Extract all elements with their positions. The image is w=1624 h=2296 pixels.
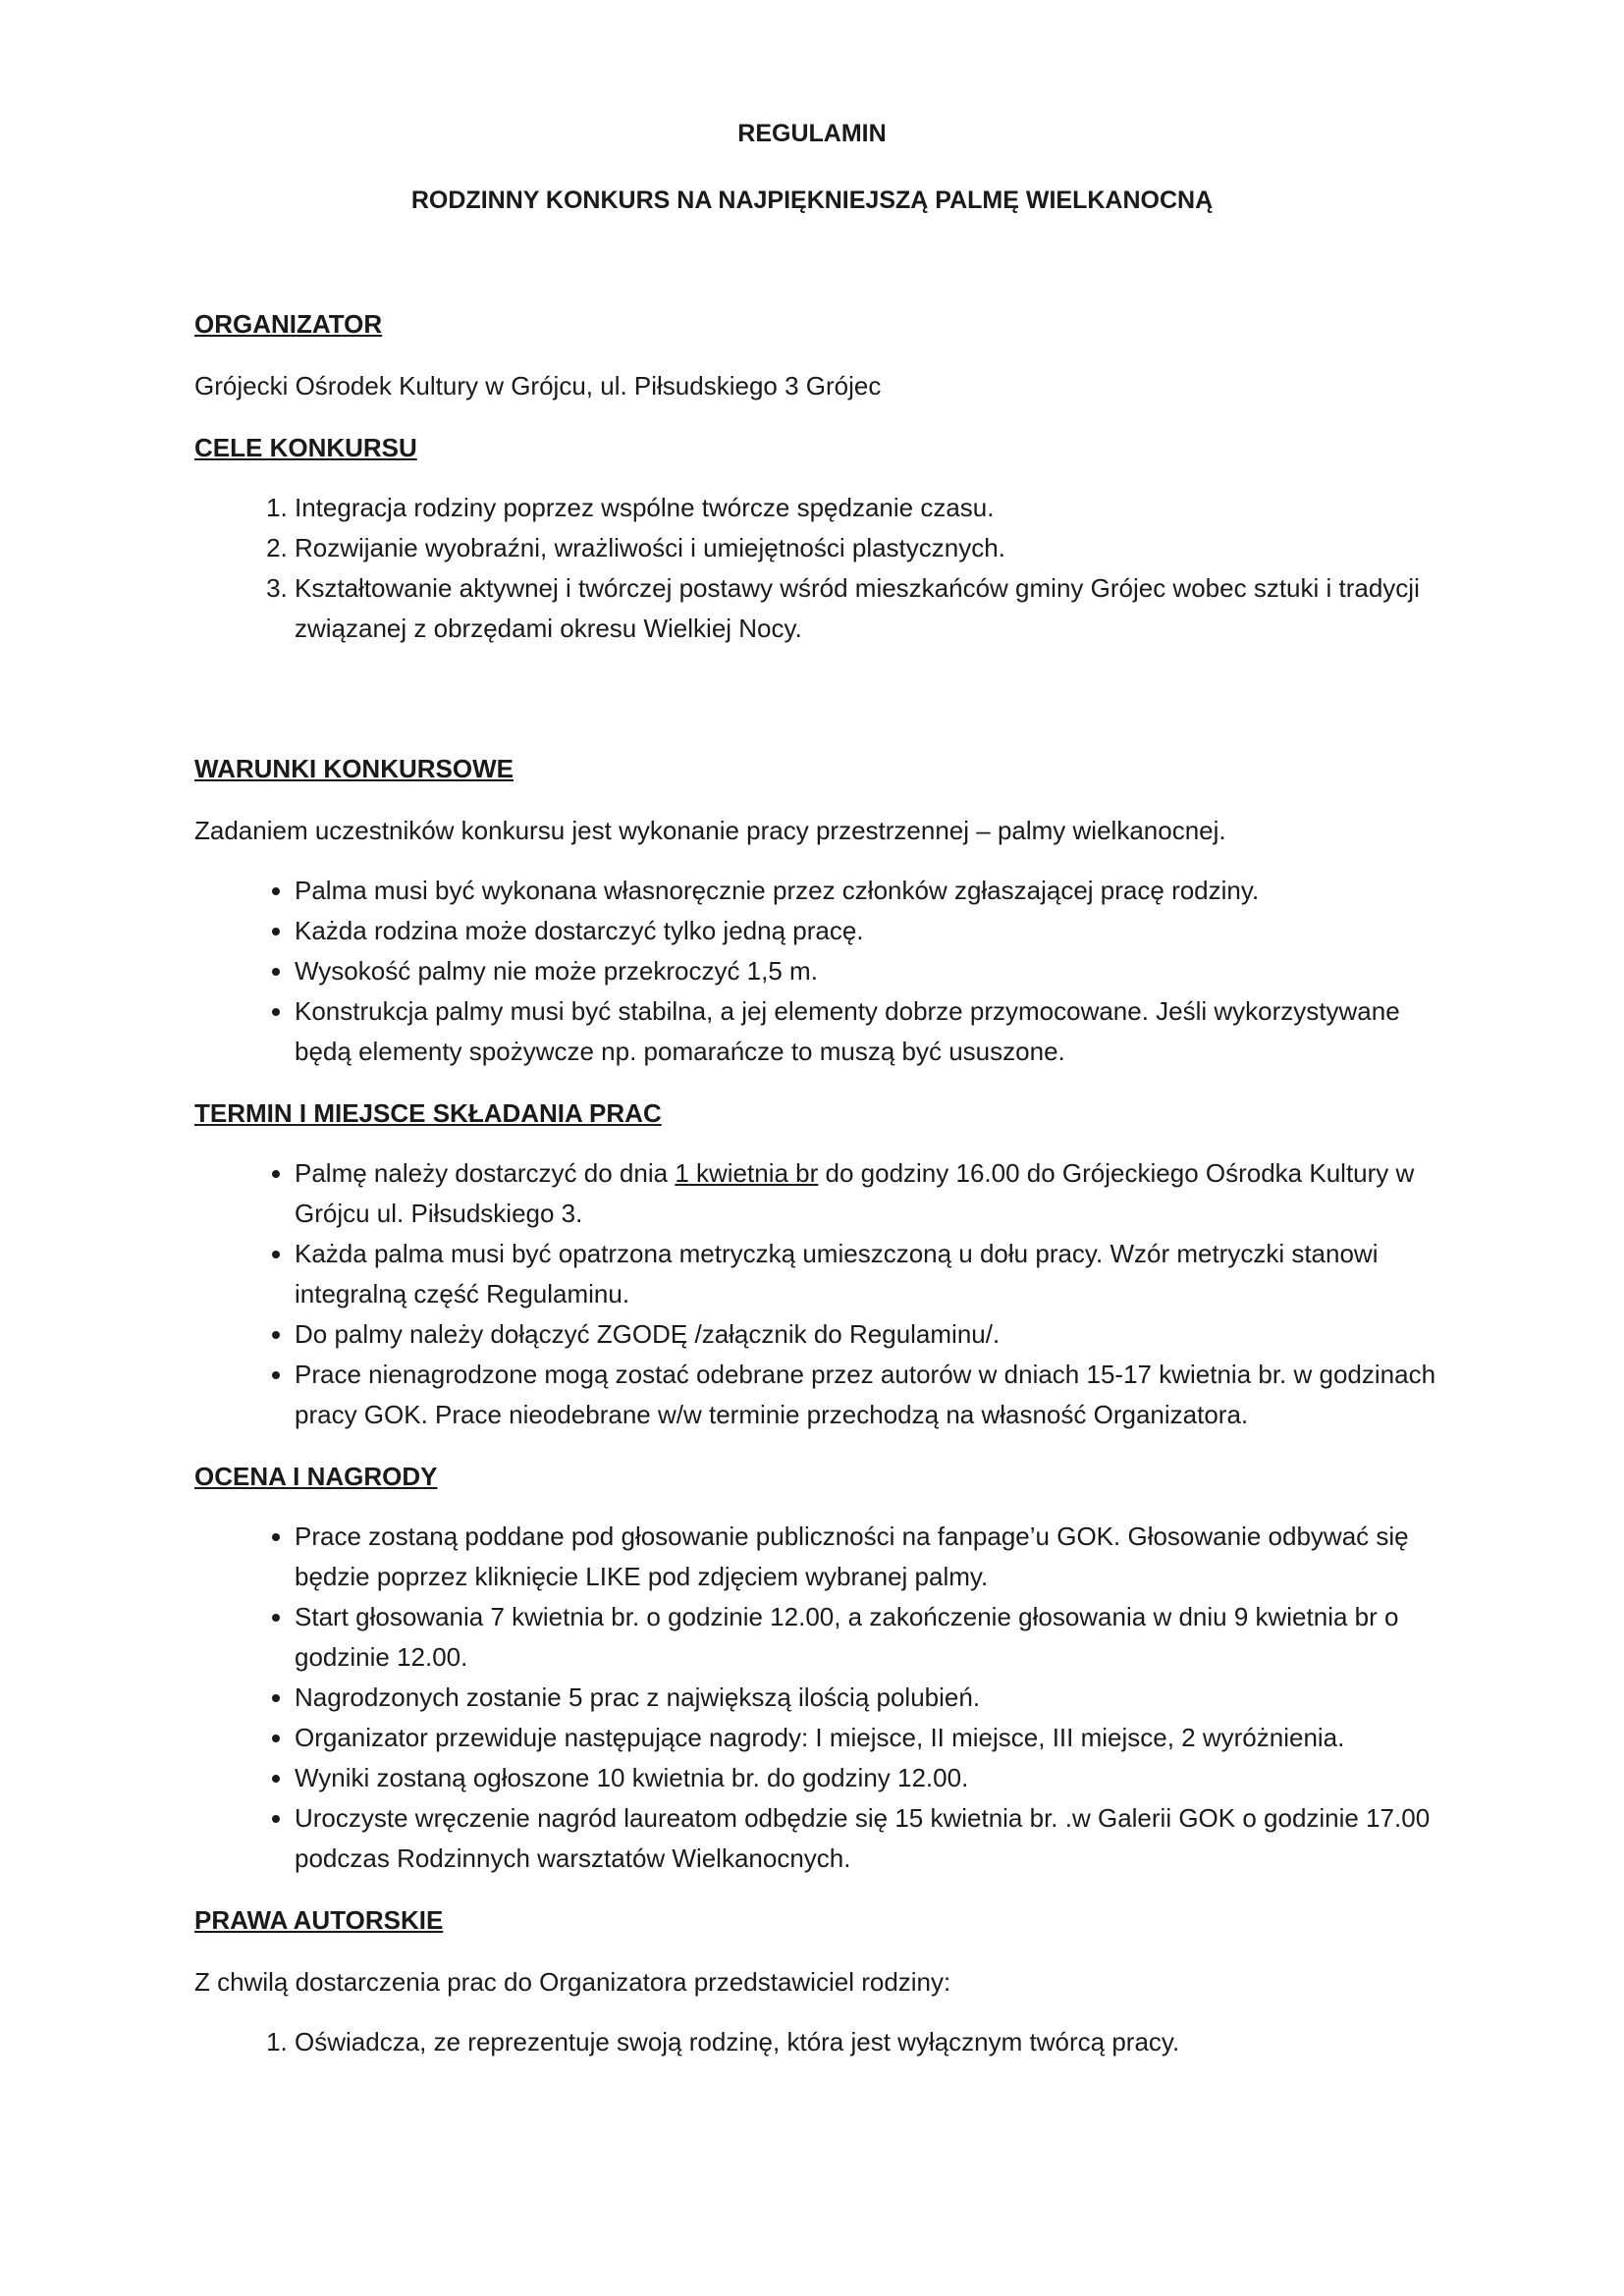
section-heading-organizator: ORGANIZATOR bbox=[194, 309, 383, 339]
prawa-intro: Z chwilą dostarczenia prac do Organizatora przedstawiciel rodziny: bbox=[194, 1967, 951, 1997]
list-item: • Prace zostaną poddane pod głosowanie publiczności na fanpage’u GOK. Głosowanie odbywać się będzie poprzez kliknięcie LIKE pod zdjęciem wybranej palmy. bbox=[295, 1517, 1451, 1597]
warunki-intro: Zadaniem uczestników konkursu jest wykonanie pracy przestrzennej – palmy wielkanocnej. bbox=[194, 816, 1226, 845]
list-item: 1. Integracja rodziny poprzez wspólne twórcze spędzanie czasu. bbox=[295, 488, 1451, 528]
section-heading-warunki: WARUNKI KONKURSOWE bbox=[194, 754, 514, 783]
termin-item-text: Palmę należy dostarczyć do dnia bbox=[295, 1158, 676, 1188]
list-item: • Palma musi być wykonana własnoręcznie przez członków zgłaszającej pracę rodziny. bbox=[295, 871, 1451, 911]
cele-list bbox=[194, 488, 1451, 649]
list-item: • Nagrodzonych zostanie 5 prac z największą ilością polubień. bbox=[295, 1678, 1451, 1718]
document-title: REGULAMIN bbox=[737, 120, 887, 147]
list-item: • Każda palma musi być opatrzona metryczką umieszczoną u dołu pracy. Wzór metryczki stanowi integralną część Regulaminu. bbox=[295, 1234, 1451, 1314]
organizator-text: Grójecki Ośrodek Kultury w Grójcu, ul. Piłsudskiego 3 Grójec bbox=[194, 371, 882, 400]
prawa-list bbox=[194, 2022, 1451, 2062]
document-body bbox=[194, 304, 1451, 2062]
section-heading-cele: CELE KONKURSU bbox=[194, 433, 417, 462]
list-item bbox=[295, 1153, 1451, 1234]
list-item: • Konstrukcja palmy musi być stabilna, a jej elementy dobrze przymocowane. Jeśli wykorzystywane będą elementy spożywcze np. pomarańcze to muszą być ususzone. bbox=[295, 991, 1451, 1072]
termin-list bbox=[194, 1153, 1451, 1435]
ocena-list bbox=[194, 1517, 1451, 1879]
document-subtitle: RODZINNY KONKURS NA NAJPIĘKNIEJSZĄ PALMĘ WIELKANOCNĄ bbox=[410, 187, 1214, 214]
termin-item-text: do godziny 16.00 do Grójeckiego Ośrodka Kultury w Grójcu ul. Piłsudskiego 3. bbox=[295, 1158, 1415, 1228]
list-item: • Organizator przewiduje następujące nagrody: I miejsce, II miejsce, III miejsce, 2 wyróżnienia. bbox=[295, 1718, 1451, 1758]
list-item: • Wysokość palmy nie może przekroczyć 1,5 m. bbox=[295, 951, 1451, 991]
list-item: • Prace nienagrodzone mogą zostać odebrane przez autorów w dniach 15-17 kwietnia br. w godzinach pracy GOK. Prace nieodebrane w/w terminie przechodzą na własność Organizatora. bbox=[295, 1355, 1451, 1435]
list-item: • Uroczyste wręczenie nagród laureatom odbędzie się 15 kwietnia br. .w Galerii GOK o godzinie 17.00 podczas Rodzinnych warsztatów Wielkanocnych. bbox=[295, 1798, 1451, 1879]
list-item: • Do palmy należy dołączyć ZGODĘ /załącznik do Regulaminu/. bbox=[295, 1314, 1451, 1355]
warunki-list bbox=[194, 871, 1451, 1072]
section-heading-termin: TERMIN I MIEJSCE SKŁADANIA PRAC bbox=[194, 1098, 662, 1128]
deadline-date: 1 kwietnia br bbox=[675, 1158, 819, 1188]
list-item: 1. Oświadcza, ze reprezentuje swoją rodzinę, która jest wyłącznym twórcą pracy. bbox=[295, 2022, 1451, 2062]
list-item: • Start głosowania 7 kwietnia br. o godzinie 12.00, a zakończenie głosowania w dniu 9 kwietnia br o godzinie 12.00. bbox=[295, 1597, 1451, 1678]
list-item: 3. Kształtowanie aktywnej i twórczej postawy wśród mieszkańców gminy Grójec wobec sztuki i tradycji związanej z obrzędami okresu Wielkiej Nocy. bbox=[295, 568, 1451, 649]
section-heading-ocena: OCENA I NAGRODY bbox=[194, 1462, 438, 1491]
section-heading-prawa: PRAWA AUTORSKIE bbox=[194, 1905, 444, 1935]
list-item: 2. Rozwijanie wyobraźni, wrażliwości i umiejętności plastycznych. bbox=[295, 528, 1451, 568]
list-item: • Wyniki zostaną ogłoszone 10 kwietnia br. do godziny 12.00. bbox=[295, 1758, 1451, 1798]
list-item: • Każda rodzina może dostarczyć tylko jedną pracę. bbox=[295, 911, 1451, 951]
